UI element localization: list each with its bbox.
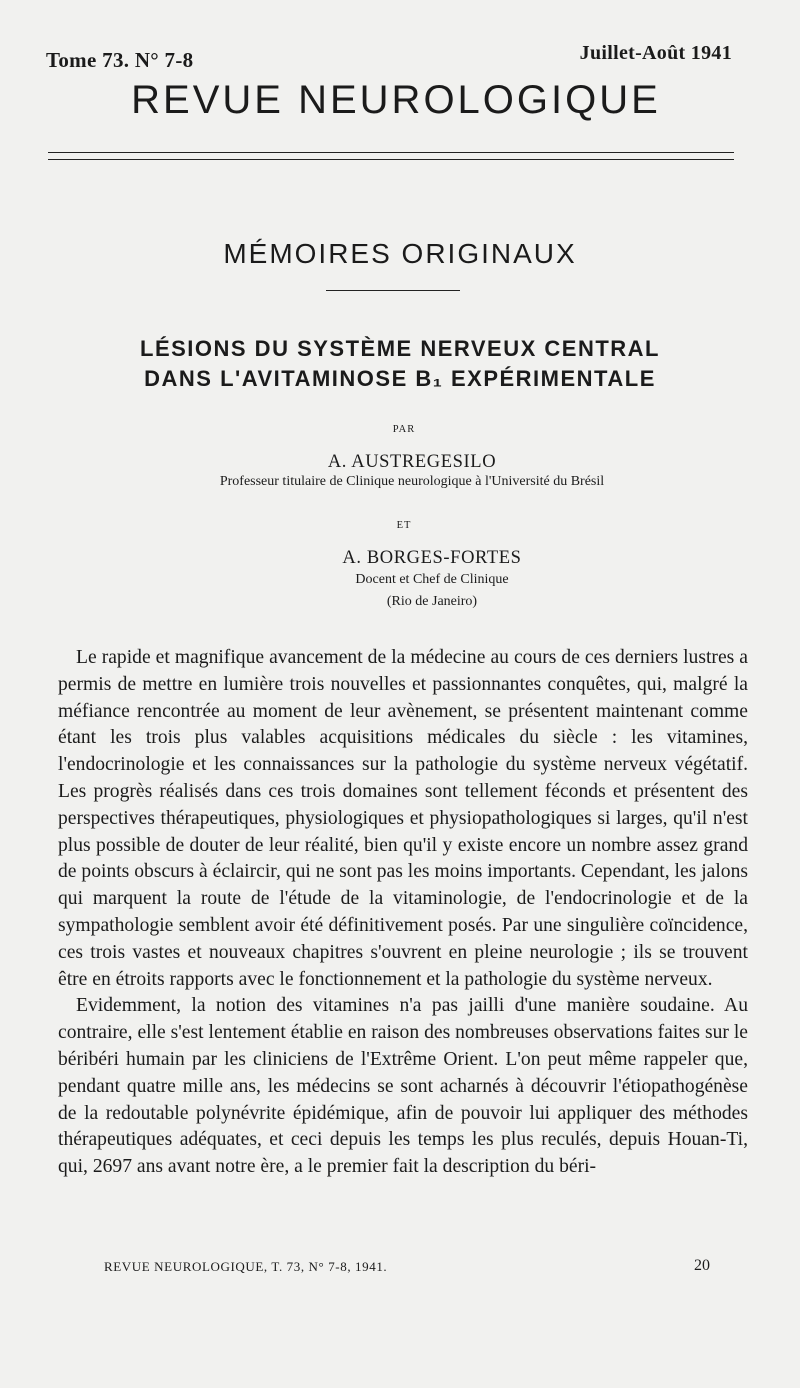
body-paragraph: Le rapide et magnifique avancement de la médecine au cours de ces derniers lustres a permis de mettre en lumière trois nouvelles et passionnantes conquêtes, qui, malgré la méfiance rencontrée au moment de leur avènement, se présentent maintenant comme étant les trois plus valables acquisitions médicales du siècle : les vitamines, l'endocrinologie et les connaissances sur la pathologie du système nerveux végétatif. Les progrès réalisés dans ces trois domaines sont tellement féconds et présentent des perspectives thérapeutiques, physiologiques et physiopathologiques si larges, qu'il n'est plus possible de douter de leur réalité, bien qu'il y existe encore un nombre assez grand de points obscurs à éclaircir, qui ne sont pas les moins importants. Cependant, les jalons qui marquent la route de l'étude de la vitaminologie, de l'endocrinologie et de la sympathologie semblent avoir été définitivement posés. Par une singulière coïncidence, ces trois vastes et nouveaux chapitres s'ouvrent en pleine neurologie ; ils se trouvent être en étroits rapports avec le fonctionnement et la pathologie du système nerveux. (58, 647, 748, 990)
article-title (0, 334, 800, 394)
by-label: PAR (392, 424, 416, 435)
author-2-affiliation: Docent et Chef de Clinique (355, 572, 509, 587)
issue-date: Juillet-Août 1941 (579, 42, 732, 64)
author-1-affiliation: Professeur titulaire de Clinique neurologique à l'Université du Brésil (219, 474, 605, 489)
journal-title (0, 78, 800, 123)
header-double-rule (48, 152, 734, 160)
article-title-line-2: DANS L'AVITAMINOSE B₁ EXPÉRIMENTALE (144, 366, 656, 391)
and-label: ET (396, 520, 412, 531)
section-divider (326, 290, 460, 291)
article-body (58, 645, 748, 1181)
author-2-name: A. BORGES-FORTES (342, 548, 522, 568)
page-number: 20 (694, 1257, 710, 1274)
author-2-location: (Rio de Janeiro) (386, 594, 478, 609)
author-1-name: A. AUSTREGESILO (327, 452, 497, 472)
article-title-line-1: LÉSIONS DU SYSTÈME NERVEUX CENTRAL (140, 336, 660, 361)
volume-number: Tome 73. N° 7-8 (46, 48, 194, 72)
journal-title-text: REVUE NEUROLOGIQUE (131, 78, 661, 122)
section-title: MÉMOIRES ORIGINAUX (223, 238, 577, 269)
footer-citation: REVUE NEUROLOGIQUE, T. 73, N° 7-8, 1941. (104, 1259, 388, 1274)
body-paragraph: Evidemment, la notion des vitamines n'a pas jailli d'une manière soudaine. Au contraire, elle s'est lentement établie en raison des nombreuses observations faites sur le béribéri humain par les cliniciens de l'Extrême Orient. L'on peut même rappeler que, pendant quatre mille ans, les médecins se sont acharnés à découvrir l'étiopathogénèse de la redoutable polynévrite épidémique, afin de pouvoir lui appliquer des méthodes thérapeutiques adéquates, et ceci depuis les temps les plus reculés, depuis Houan-Ti, qui, 2697 ans avant notre ère, a le premier fait la description du béri- (58, 995, 748, 1178)
